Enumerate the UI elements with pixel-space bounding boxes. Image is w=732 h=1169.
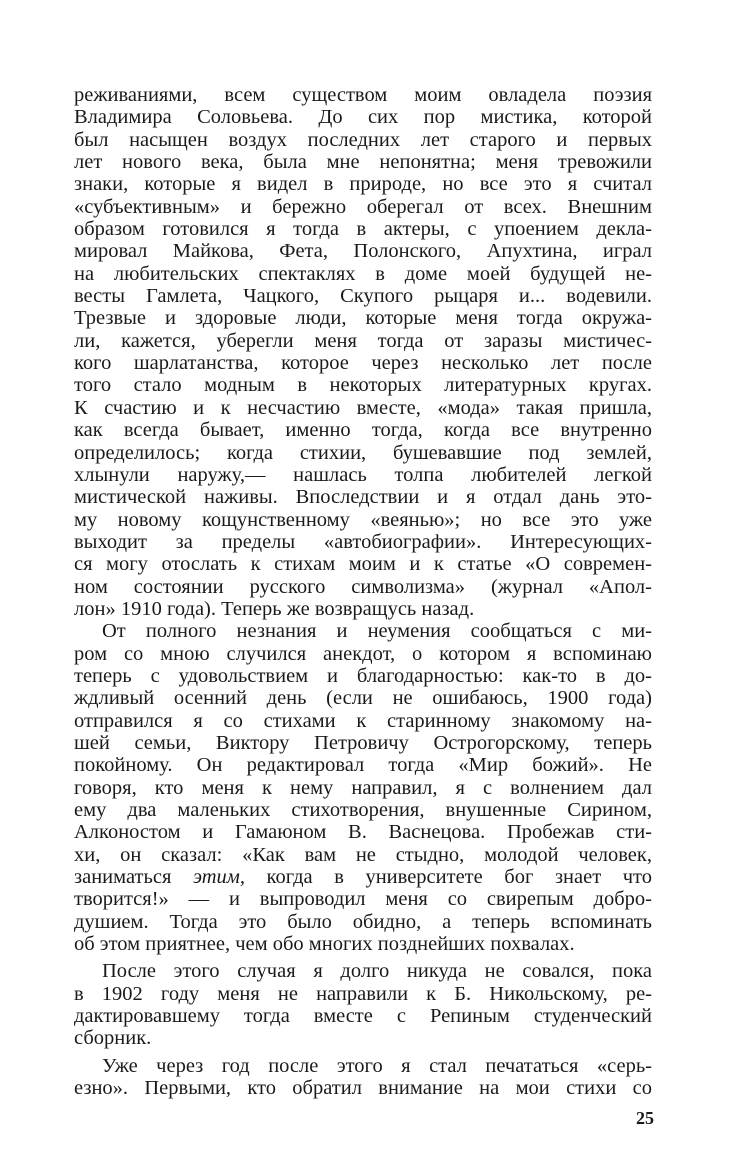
text-line: реживаниями, всем существом моим овладела поэзия: [74, 84, 652, 106]
text-line: ся могу отослать к стихам моим и к статье «О современ-: [74, 553, 652, 576]
text-line: теперь с удовольствием и благодарностью: как-то в до-: [74, 664, 652, 687]
text-line: му новому кощунственному «веянью»; но все это уже: [74, 508, 652, 531]
text-segment: когда в университете бог знает что: [244, 866, 652, 889]
text-line: говоря, кто меня к нему направил, я с волнением дал: [74, 776, 652, 799]
text-line: Алконостом и Гамаюном В. Васнецова. Пробежав сти-: [74, 821, 652, 844]
paragraph-1: [74, 84, 652, 620]
text-line: на любительских спектаклях в доме моей будущей не-: [74, 262, 652, 285]
text-line: весты Гамлета, Чацкого, Скупого рыцаря и... водевили.: [74, 285, 652, 308]
text-line: того стало модным в некоторых литературных кругах.: [74, 374, 652, 397]
paragraph-4: [74, 1055, 652, 1100]
text-line: кого шарлатанства, которое через несколько лет после: [74, 352, 652, 375]
text-line: в 1902 году меня не направили к Б. Никольскому, ре-: [74, 982, 652, 1005]
text-line: определилось; когда стихии, бушевавшие под землей,: [74, 441, 652, 464]
text-line: дактировавшему тогда вместе с Репиным студенческий: [74, 1005, 652, 1028]
text-line: выходит за пределы «автобиографии». Интересующих-: [74, 530, 652, 553]
text-line: отправился я со стихами к старинному знакомому на-: [74, 709, 652, 732]
page-body: [74, 84, 652, 1099]
text-line: Владимира Соловьева. До сих пор мистика, которой: [74, 106, 652, 129]
text-line: Трезвые и здоровые люди, которые меня тогда окружа-: [74, 307, 652, 330]
text-line: хи, он сказал: «Как вам не стыдно, молодой человек,: [74, 843, 652, 866]
text-line: покойному. Он редактировал тогда «Мир божий». Не: [74, 754, 652, 777]
text-line: лет нового века, была мне непонятна; меня тревожили: [74, 151, 652, 174]
paragraph-3: [74, 960, 652, 1049]
text-line: шей семьи, Виктору Петровичу Острогорскому, теперь: [74, 731, 652, 754]
text-line: От полного незнания и неумения сообщаться с ми-: [102, 620, 652, 643]
text-line: мировал Майкова, Фета, Полонского, Апухтина, играл: [74, 240, 652, 263]
text-line: ли, кажется, уберегли меня тогда от заразы мистичес-: [74, 329, 652, 352]
text-line: езно». Первыми, кто обратил внимание на мои стихи со: [74, 1077, 652, 1100]
text-line: ром со мною случился анекдот, о котором я вспоминаю: [74, 642, 652, 665]
text-line: ждливый осенний день (если не ошибаюсь, 1900 года): [74, 687, 652, 710]
text-line: «субъективным» и бережно оберегал от всех. Внешним: [74, 195, 652, 218]
italic-word: этим,: [192, 866, 245, 889]
text-line: К счастию и к несчастию вместе, «мода» такая пришла,: [74, 396, 652, 419]
text-line: как всегда бывает, именно тогда, когда все внутренно: [74, 419, 652, 442]
text-line: об этом приятнее, чем обо многих позднейших похвалах.: [74, 933, 575, 956]
page-number: 25: [636, 1108, 654, 1128]
text-line: хлынули наружу,— нашлась толпа любителей легкой: [74, 463, 652, 486]
paragraph-2: [74, 620, 652, 955]
text-line: ему два маленьких стихотворения, внушенные Сирином,: [74, 799, 652, 821]
text-line: знаки, которые я видел в природе, но все это я считал: [74, 173, 652, 196]
text-line: ном состоянии русского символизма» (журнал «Апол-: [74, 575, 652, 598]
text-line: мистической наживы. Впоследствии и я отдал дань это-: [74, 486, 652, 509]
text-line: После этого случая я долго никуда не совался, пока: [102, 960, 652, 983]
text-line: душием. Тогда это было обидно, а теперь вспоминать: [74, 910, 652, 933]
text-line: был насыщен воздух последних лет старого и первых: [74, 128, 652, 151]
text-line: творится!» — и выпроводил меня со свирепым добро-: [74, 888, 652, 911]
text-line: сборник.: [74, 1027, 152, 1050]
text-line-with-italic: [74, 866, 652, 888]
text-segment: заниматься: [74, 866, 193, 889]
text-line: Уже через год после этого я стал печататься «серь-: [102, 1054, 652, 1077]
text-line: лон» 1910 года). Теперь же возвращусь назад.: [74, 597, 475, 620]
text-line: образом готовился я тогда в актеры, с упоением декла-: [74, 218, 652, 241]
